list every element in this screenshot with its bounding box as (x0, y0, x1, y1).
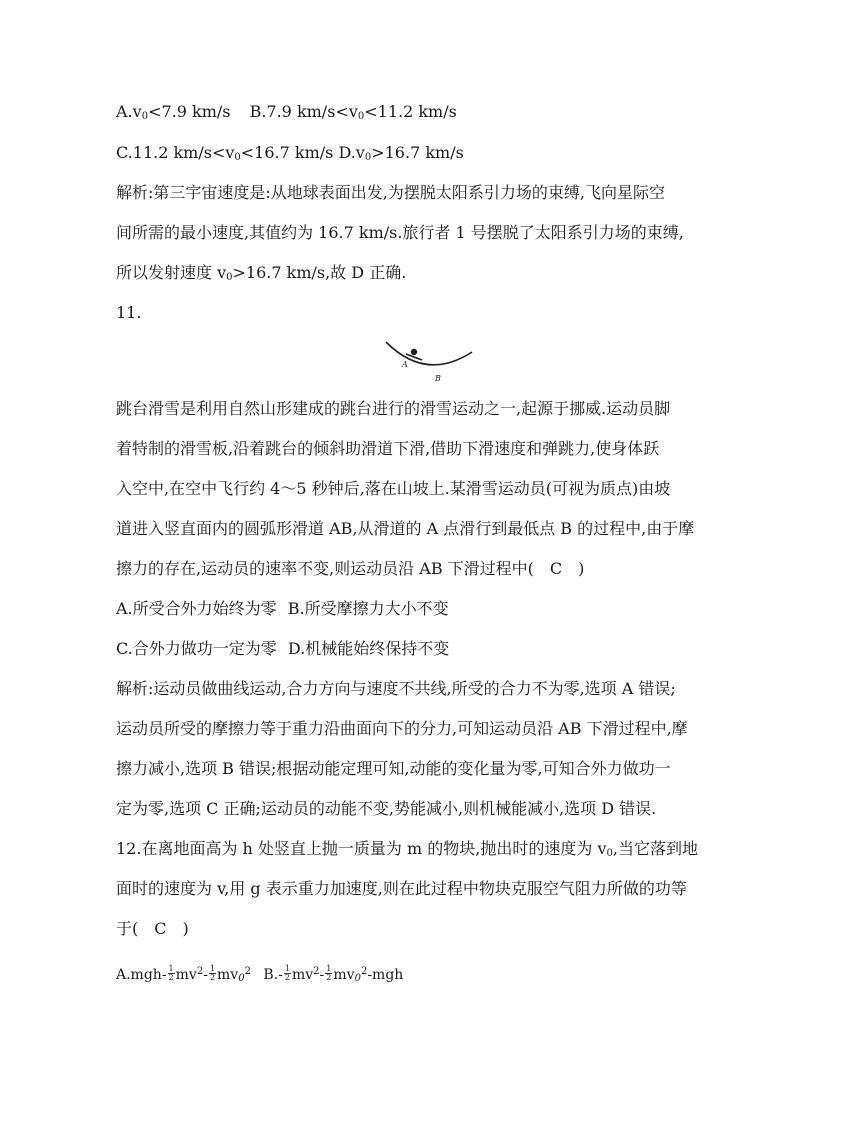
q11-analysis-line-1: 解析:运动员做曲线运动,合力方向与速度不共线,所受的合力不为零,选项 A 错误; (116, 679, 676, 698)
arc-slide-track (386, 342, 472, 365)
q11-analysis-line-3: 擦力减小,选项 B 错误;根据动能定理可知,动能的变化量为零,可知合外力做功一 (116, 759, 671, 778)
fraction-half: $\frac{1}{2}$ (209, 963, 216, 982)
q11-number: 11. (116, 303, 142, 322)
q11-option-b: B.所受摩擦力大小不变 (287, 599, 449, 618)
q10-option-c: C.11.2 $km/s<v_0<16.7$ km/s (116, 143, 334, 163)
q11-option-c: C.合外力做功一定为零 (116, 639, 277, 658)
q10-analysis-line-2: 间所需的最小速度,其值约为 16.7 km/s.旅行者 1 号摆脱了太阳系引力场的束缚, (116, 223, 684, 242)
q12-options-row (116, 964, 403, 986)
q11-stem-line-5: 擦力的存在,运动员的速率不变,则运动员沿 AB 下滑过程中( C ) (116, 559, 585, 578)
q11-answer: C (549, 559, 563, 578)
q10-options-row-2 (116, 142, 464, 164)
q12-option-a: A.mgh- $\frac{1}{2}$ $mv^2-$ $\frac{1}{2}$ $mv_0^2$ (116, 963, 251, 984)
point-a-label: A (402, 360, 408, 369)
q11-stem-line-3: 入空中,在空中飞行约 4～5 秒钟后,落在山坡上.某滑雪运动员(可视为质点)由坡 (116, 479, 671, 498)
q11-option-a: A.所受合外力始终为零 (116, 599, 277, 618)
q10-options-row-1 (116, 101, 457, 123)
q10-option-d: $D.v_0>16.7$ km/s (338, 143, 464, 163)
q11-analysis-line-2: 运动员所受的摩擦力等于重力沿曲面向下的分力,可知运动员沿 AB 下滑过程中,摩 (116, 719, 688, 738)
q11-stem-line-1: 跳台滑雪是利用自然山形建成的跳台进行的滑雪运动之一,起源于挪威.运动员脚 (116, 399, 671, 418)
q12-stem-line-2: 面时的速度为 v,用 g 表示重力加速度,则在此过程中物块克服空气阻力所做的功等 (116, 879, 687, 898)
q10-analysis-line-3: 所以发射速度 $v_0>16.7$ km/s,故 D 正确. (116, 263, 407, 283)
point-b-label: B (435, 374, 441, 383)
q12-answer: C (154, 919, 167, 938)
fraction-half: $\frac{1}{2}$ (168, 963, 174, 982)
q10-option-b: B.7.9 $km/s<v_0<11.2$ km/s (249, 102, 457, 122)
q10-analysis-line-1: 解析:第三宇宙速度是:从地球表面出发,为摆脱太阳系引力场的束缚,飞向星际空 (116, 183, 665, 202)
ski-track-diagram (382, 336, 478, 386)
q12-option-b: B.- $\frac{1}{2}$ $mv^2-$ $\frac{1}{2}$ $mv_0^2$-mgh (263, 963, 404, 984)
fraction-half: $\frac{1}{2}$ (326, 963, 332, 982)
q10-option-a: $A.v_0<7.9$ km/s (116, 102, 231, 122)
q11-stem-line-4: 道进入竖直面内的圆弧形滑道 AB,从滑道的 A 点滑行到最低点 B 的过程中,由于摩 (116, 519, 695, 538)
q12-stem-line-3: 于( C ) (116, 919, 189, 938)
q11-analysis-line-4: 定为零,选项 C 正确;运动员的动能不变,势能减小,则机械能减小,选项 D 错误. (116, 799, 657, 818)
q11-options-row-2 (116, 638, 449, 660)
q12-stem-line-1: 12.在离地面高为 h 处竖直上抛一质量为 m 的物块,抛出时的速度为 $v_0$,当它落到地 (116, 839, 698, 859)
fraction-half: $\frac{1}{2}$ (284, 963, 290, 982)
q11-options-row-1 (116, 598, 449, 620)
skier-figure (411, 349, 417, 355)
q11-stem-line-2: 着特制的滑雪板,沿着跳台的倾斜助滑道下滑,借助下滑速度和弹跳力,使身体跃 (116, 439, 660, 458)
q11-option-d: D.机械能始终保持不变 (287, 639, 450, 658)
